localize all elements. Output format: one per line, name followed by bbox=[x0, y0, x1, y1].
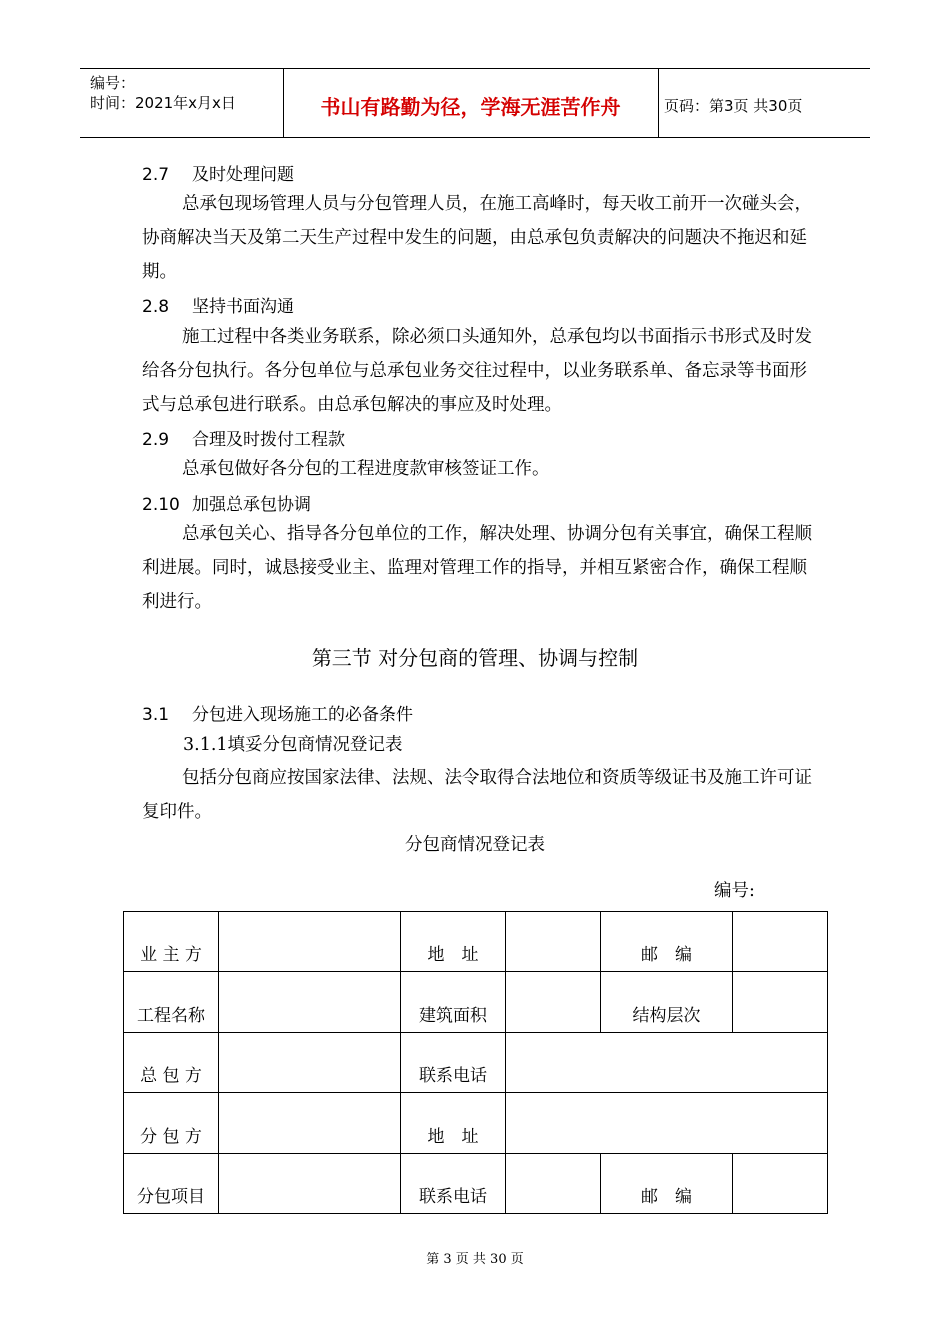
table-cell: 总 包 方 bbox=[124, 1032, 219, 1092]
header-motto: 书山有路勤为径，学海无涯苦作舟 bbox=[320, 95, 621, 119]
header-divider bbox=[658, 69, 659, 137]
table-caption: 分包商情况登记表 bbox=[405, 835, 545, 855]
header-date: 时间：2021年x月x日 bbox=[90, 94, 236, 112]
page-footer: 第 3 页 共 30 页 bbox=[426, 1252, 524, 1267]
table-cell bbox=[506, 1032, 828, 1092]
table-cell bbox=[506, 1093, 828, 1153]
table-row bbox=[124, 912, 828, 972]
section-heading-2-10: 2.10 加强总承包协调 bbox=[142, 495, 311, 515]
subsection-heading-3-1-1: 3.1.1填妥分包商情况登记表 bbox=[183, 735, 403, 755]
table-row bbox=[124, 1153, 828, 1213]
section-heading-2-9: 2.9 合理及时拨付工程款 bbox=[142, 430, 345, 450]
header-meta bbox=[90, 73, 236, 113]
table-cell: 联系电话 bbox=[401, 1032, 506, 1092]
table-cell: 工程名称 bbox=[124, 972, 219, 1032]
section-body-2-9: 总承包做好各分包的工程进度款审核签证工作。 bbox=[182, 459, 550, 479]
section-body-2-10: 总承包关心、指导各分包单位的工作，解决处理、协调分包有关事宜，确保工程顺利进展。同时，诚恳接受业主、监理对管理工作的指导，并相互紧密合作，确保工程顺利进行。 bbox=[142, 524, 812, 612]
table-cell bbox=[733, 912, 828, 972]
table-cell bbox=[506, 1153, 601, 1213]
table-row bbox=[124, 1093, 828, 1153]
table-cell bbox=[219, 1093, 401, 1153]
table-cell: 邮 编 bbox=[601, 912, 733, 972]
section-body-2-7: 总承包现场管理人员与分包管理人员，在施工高峰时，每天收工前开一次碰头会，协商解决当天及第二天生产过程中发生的问题，由总承包负责解决的问题决不拖迟和延期。 bbox=[142, 194, 812, 282]
section-body-2-8: 施工过程中各类业务联系，除必须口头通知外，总承包均以书面指示书形式及时发给各分包执行。各分包单位与总承包业务交往过程中，以业务联系单、备忘录等书面形式与总承包进行联系。由总承包解决的事应及时处理。 bbox=[142, 327, 812, 415]
table-cell: 邮 编 bbox=[601, 1153, 733, 1213]
table-cell bbox=[733, 972, 828, 1032]
table-cell bbox=[219, 972, 401, 1032]
table-cell: 建筑面积 bbox=[401, 972, 506, 1032]
table-cell bbox=[219, 912, 401, 972]
section-heading-2-8: 2.8 坚持书面沟通 bbox=[142, 297, 294, 317]
table-cell: 结构层次 bbox=[601, 972, 733, 1032]
table-code-label: 编号: bbox=[714, 881, 755, 901]
table-cell: 分 包 方 bbox=[124, 1093, 219, 1153]
section-heading-2-7: 2.7 及时处理问题 bbox=[142, 165, 294, 185]
subsection-body-3-1-1: 包括分包商应按国家法律、法规、法令取得合法地位和资质等级证书及施工许可证复印件。 bbox=[142, 768, 812, 822]
table-row bbox=[124, 972, 828, 1032]
table-cell bbox=[219, 1153, 401, 1213]
chapter-title: 第三节 对分包商的管理、协调与控制 bbox=[311, 646, 639, 670]
table-row bbox=[124, 1032, 828, 1092]
table-cell: 分包项目 bbox=[124, 1153, 219, 1213]
table-cell bbox=[219, 1032, 401, 1092]
page-header bbox=[80, 68, 870, 138]
table-cell: 联系电话 bbox=[401, 1153, 506, 1213]
table-cell bbox=[733, 1153, 828, 1213]
subcontractor-register-table bbox=[123, 911, 828, 1214]
section-heading-3-1: 3.1 分包进入现场施工的必备条件 bbox=[142, 705, 413, 725]
table-cell bbox=[506, 912, 601, 972]
table-cell bbox=[506, 972, 601, 1032]
table-cell: 业 主 方 bbox=[124, 912, 219, 972]
table-cell: 地 址 bbox=[401, 1093, 506, 1153]
header-code-label: 编号： bbox=[90, 74, 136, 92]
table-cell: 地 址 bbox=[401, 912, 506, 972]
header-page-info: 页码：第3页 共30页 bbox=[664, 97, 803, 115]
